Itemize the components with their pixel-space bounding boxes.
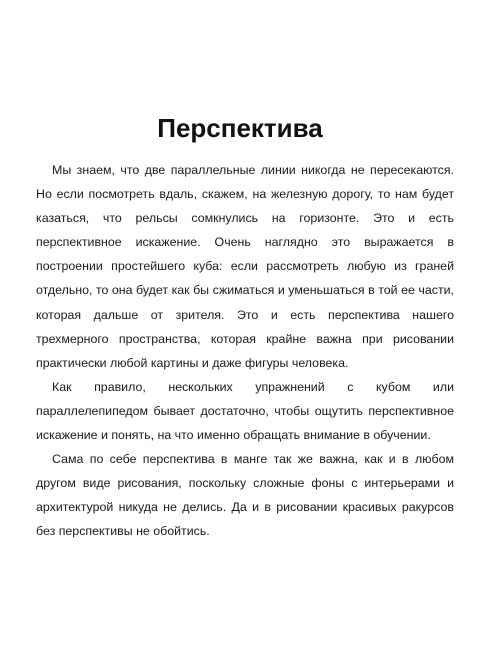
paragraph-2: Как правило, нескольких упражнений с кубом или параллелепипедом бывает достаточно, чтобы ощутить перспективное искажение и понять, на что именно обращать внимание в обучении. bbox=[36, 379, 454, 443]
paragraph-1: Мы знаем, что две параллельные линии никогда не пересекаются. Но если посмотреть вдаль, скажем, на железную дорогу, то нам будет казаться, что рельсы сомкнулись на горизонте. Это и есть перспективное искажение. Очень наглядно это выражается в построении простейшего куба: если рассмотреть любую из граней отдельно, то она будет как бы сжиматься и уменьшаться в той ее части, которая дальше от зрителя. Это и есть перспектива нашего трехмерного пространства, которая крайне важна при рисовании практически любой картины и даже фигуры человека. bbox=[36, 163, 454, 370]
paragraph-3: Сама по себе перспектива в манге так же важна, как и в любом другом виде рисования, поскольку сложные фоны с интерьерами и архитектурой никуда не делись. Да и в рисовании красивых ракурсов без перспективы не обойтись. bbox=[36, 452, 454, 539]
body-text bbox=[36, 158, 454, 544]
page-title: Перспектива bbox=[157, 113, 323, 143]
